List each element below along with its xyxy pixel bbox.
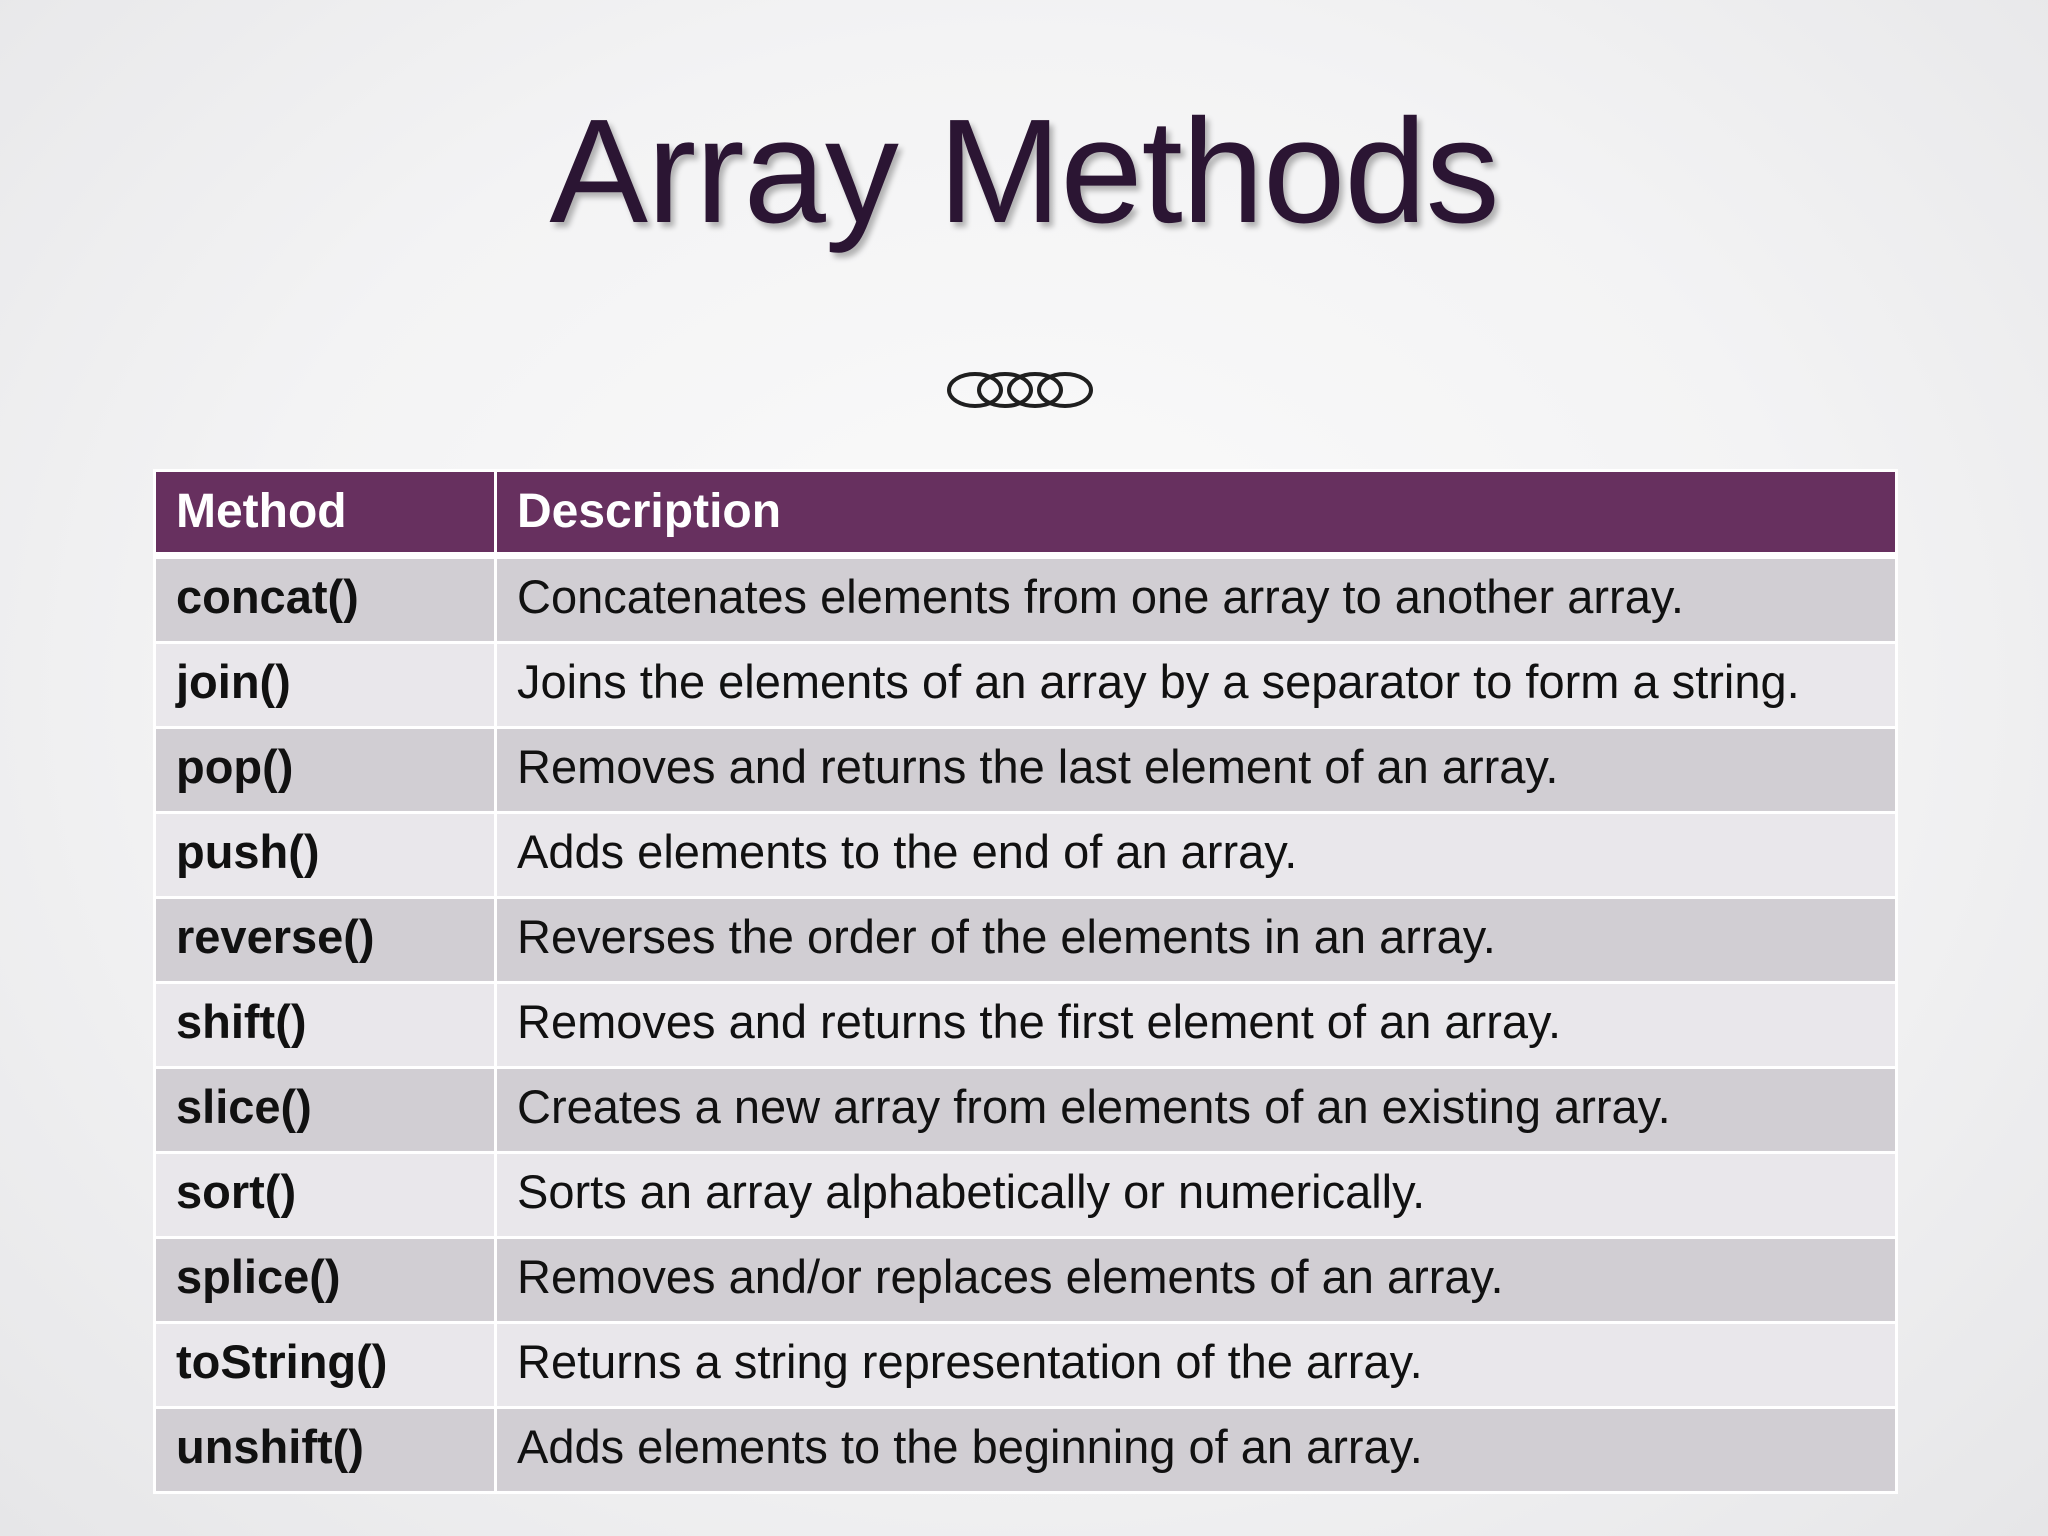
description-cell: Sorts an array alphabetically or numerically. [496, 1153, 1897, 1238]
description-cell: Removes and returns the first element of an array. [496, 983, 1897, 1068]
description-cell: Adds elements to the end of an array. [496, 813, 1897, 898]
table-row [155, 728, 1897, 813]
table-row [155, 983, 1897, 1068]
table-row [155, 643, 1897, 728]
table-header-row [155, 471, 1897, 556]
description-cell: Creates a new array from elements of an existing array. [496, 1068, 1897, 1153]
table-row [155, 556, 1897, 643]
description-cell: Removes and returns the last element of an array. [496, 728, 1897, 813]
divider-ornament-icon [840, 360, 1210, 420]
column-header-method: Method [155, 471, 496, 556]
table-row [155, 1068, 1897, 1153]
slide-title: Array Methods [549, 89, 1499, 254]
method-cell: slice() [155, 1068, 496, 1153]
method-cell: concat() [155, 556, 496, 643]
method-cell: sort() [155, 1153, 496, 1238]
description-cell: Reverses the order of the elements in an array. [496, 898, 1897, 983]
table-row [155, 898, 1897, 983]
description-cell: Concatenates elements from one array to another array. [496, 556, 1897, 643]
method-cell: splice() [155, 1238, 496, 1323]
table-row [155, 1238, 1897, 1323]
table-row [155, 813, 1897, 898]
method-cell: shift() [155, 983, 496, 1068]
method-cell: pop() [155, 728, 496, 813]
methods-table [153, 469, 1898, 1494]
table-row [155, 1153, 1897, 1238]
description-cell: Returns a string representation of the array. [496, 1323, 1897, 1408]
column-header-description: Description [496, 471, 1897, 556]
table-row [155, 1408, 1897, 1493]
description-cell: Adds elements to the beginning of an array. [496, 1408, 1897, 1493]
method-cell: toString() [155, 1323, 496, 1408]
method-cell: push() [155, 813, 496, 898]
description-cell: Removes and/or replaces elements of an array. [496, 1238, 1897, 1323]
method-cell: join() [155, 643, 496, 728]
method-cell: unshift() [155, 1408, 496, 1493]
table-row [155, 1323, 1897, 1408]
method-cell: reverse() [155, 898, 496, 983]
description-cell: Joins the elements of an array by a separator to form a string. [496, 643, 1897, 728]
